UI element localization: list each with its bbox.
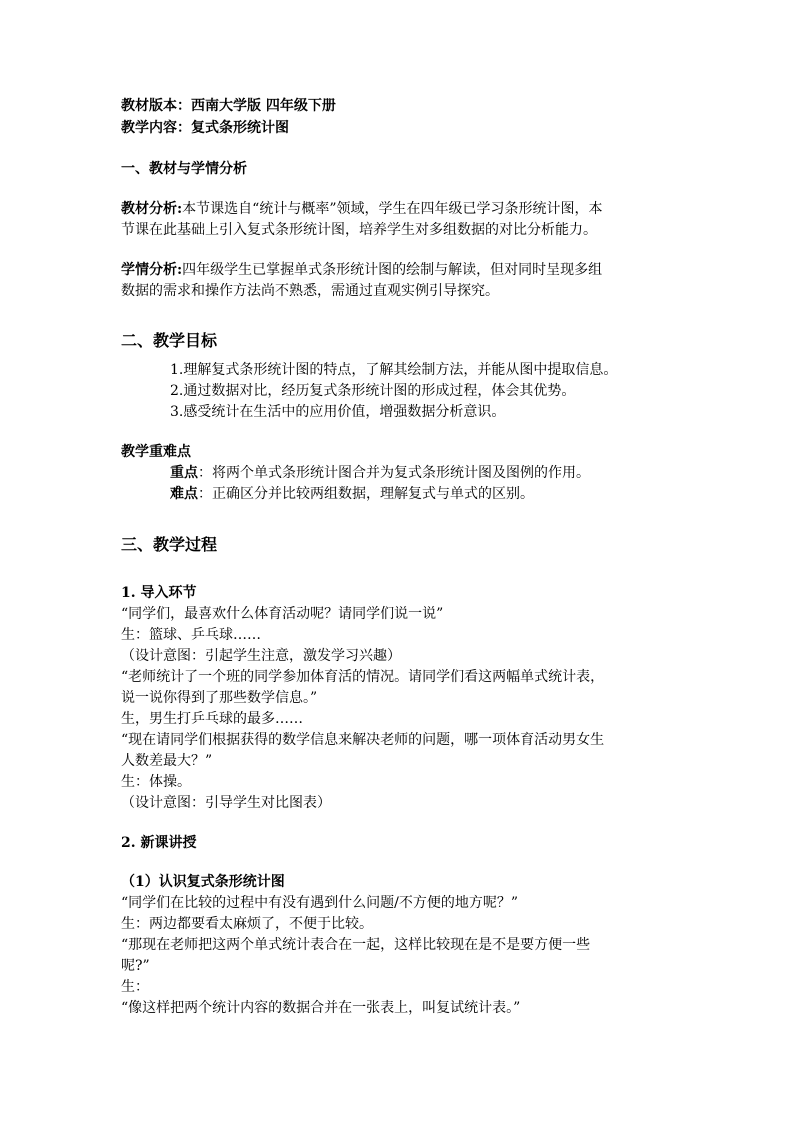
part1-line: （设计意图：引起学生注意，激发学习兴趣） [121, 648, 401, 664]
part2-line: “那现在老师把这两个单式统计表合在一起，这样比较现在是不是要方便一些 [121, 937, 591, 953]
difficulty-line [170, 485, 534, 503]
edition-value: 西南大学版 四年级下册 [191, 98, 336, 114]
goal-item-1: 1.理解复式条形统计图的特点，了解其绘制方法，并能从图中提取信息。 [170, 362, 618, 378]
part2-line: 生：两边都要看太麻烦了，不便于比较。 [121, 916, 373, 932]
goal-item-2: 2.通过数据对比，经历复式条形统计图的形成过程，体会其优势。 [170, 383, 576, 399]
content-label: 教学内容： [121, 120, 191, 136]
content-value: 复式条形统计图 [191, 120, 289, 136]
student-analysis-line1 [121, 261, 602, 279]
student-analysis-line2: 数据的需求和操作方法尚不熟悉，需通过直观实例引导探究。 [121, 283, 499, 299]
part2-line: “同学们在比较的过程中有没有遇到什么问题/不方便的地方呢？” [121, 895, 519, 911]
difficulty-text: ：正确区分并比较两组数据，理解复式与单式的区别。 [198, 486, 534, 502]
part2-subtitle: （1）认识复式条形统计图 [121, 874, 285, 890]
key-point-label: 重点 [170, 465, 198, 481]
part1-line: 说一说你得到了那些数学信息。” [121, 690, 318, 706]
part1-line: 人数差最大？” [121, 753, 213, 769]
key-point-text: ：将两个单式条形统计图合并为复式条形统计图及图例的作用。 [198, 465, 590, 481]
part1-line: “老师统计了一个班的同学参加体育活的情况。请同学们看这两幅单式统计表， [121, 669, 605, 685]
material-analysis-text1: 本节课选自“统计与概率”领域，学生在四年级已学习条形统计图，本 [182, 201, 603, 217]
part1-line: “同学们，最喜欢什么体育活动呢？请同学们说一说” [121, 606, 444, 622]
part2-title: 2. 新课讲授 [121, 835, 197, 851]
part1-line: “现在请同学们根据获得的数学信息来解决老师的问题，哪一项体育活动男女生 [121, 732, 605, 748]
part1-line: 生：体操。 [121, 774, 191, 790]
material-analysis-line1 [121, 200, 603, 218]
edition-line [121, 97, 336, 115]
content-line [121, 119, 289, 137]
section1-title: 一、教材与学情分析 [121, 161, 247, 177]
goal-item-3: 3.感受统计在生活中的应用价值，增强数据分析意识。 [170, 404, 506, 420]
part1-title: 1. 导入环节 [121, 585, 197, 601]
part2-line: 生： [121, 979, 149, 995]
key-points-title: 教学重难点 [121, 444, 191, 460]
part2-line: “像这样把两个统计内容的数据合并在一张表上，叫复试统计表。” [121, 1000, 521, 1016]
section3-title: 三、教学过程 [121, 535, 218, 554]
part1-line: 生：篮球、乒乓球…… [121, 627, 261, 643]
section2-title: 二、教学目标 [121, 331, 218, 350]
material-analysis-label: 教材分析: [121, 201, 183, 217]
part1-line: 生，男生打乒乓球的最多…… [121, 711, 303, 727]
difficulty-label: 难点 [170, 486, 198, 502]
key-point-line [170, 464, 590, 482]
part1-line: （设计意图：引导学生对比图表） [121, 795, 331, 811]
student-analysis-label: 学情分析: [121, 262, 183, 278]
edition-label: 教材版本： [121, 98, 191, 114]
student-analysis-text1: 四年级学生已掌握单式条形统计图的绘制与解读，但对同时呈现多组 [182, 262, 603, 278]
part2-line: 呢?” [121, 958, 150, 974]
material-analysis-line2: 节课在此基础上引入复式条形统计图，培养学生对多组数据的对比分析能力。 [121, 222, 597, 238]
